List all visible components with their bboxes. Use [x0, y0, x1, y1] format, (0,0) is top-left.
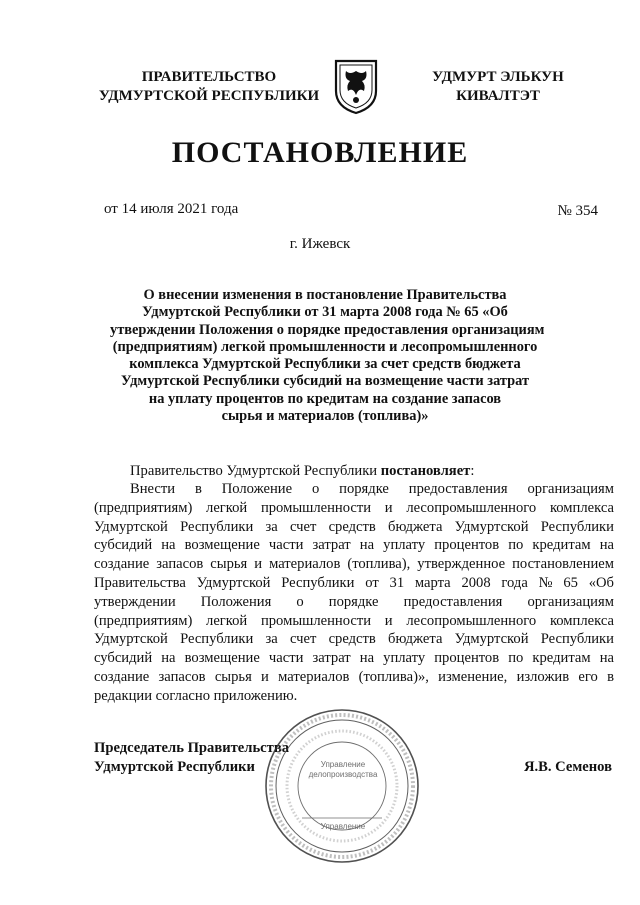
- subject-line: Удмуртской Республики субсидий на возмещение части затрат: [120, 373, 530, 390]
- body-word: изменение,: [438, 668, 508, 685]
- stamp-seal-icon: [262, 706, 422, 866]
- body-word: утвержденное: [417, 556, 506, 573]
- body-word: кредитам: [532, 650, 591, 667]
- header-right: [408, 68, 588, 106]
- body-word: субсидий: [94, 650, 153, 667]
- body-word: предоставления: [408, 481, 508, 497]
- body-word: части: [268, 650, 304, 667]
- body-word: возмещение: [184, 650, 260, 667]
- body-word: процентов: [434, 650, 500, 667]
- subject-line: (предприятиям) легкой промышленности и лесопромышленного: [112, 338, 538, 355]
- body-word: Положения: [200, 593, 272, 610]
- body-word: по: [508, 537, 524, 554]
- body-word: процентов: [434, 537, 500, 554]
- body-word: части: [268, 537, 304, 554]
- body-line: [94, 593, 614, 612]
- body-word: на: [359, 650, 375, 667]
- body-word: средств: [328, 518, 376, 535]
- body-word: бюджета: [388, 518, 443, 535]
- signatory-position: [94, 739, 289, 777]
- body-word: Внести: [130, 481, 176, 497]
- body-word: постановлением: [512, 556, 614, 573]
- body-word: и: [384, 499, 393, 516]
- body-word: материалов: [269, 556, 341, 573]
- body-word: лесопромышленного: [406, 612, 537, 629]
- body-word: изложив: [516, 668, 570, 685]
- body-word: (предприятиям): [94, 499, 193, 516]
- subject-line: утверждении Положения о порядке предоставления организациям: [110, 321, 545, 338]
- body-line: [94, 480, 614, 499]
- official-stamp: [262, 706, 422, 866]
- body-word: Республики: [281, 574, 355, 591]
- body-word: марта: [414, 574, 451, 591]
- body-line: [94, 518, 614, 537]
- body-word: промышленности: [260, 499, 372, 516]
- body-word: и: [254, 556, 263, 573]
- body-word: сырья: [210, 556, 248, 573]
- body-line: [94, 574, 614, 593]
- body-line: [94, 536, 614, 555]
- body-word: предоставления: [403, 593, 503, 610]
- body-line: [94, 668, 614, 687]
- body-word: средств: [328, 631, 376, 648]
- body-word: легкой: [206, 612, 248, 629]
- body-word: порядке: [328, 593, 379, 610]
- body-word: за: [265, 518, 278, 535]
- body-word: Удмуртской: [454, 518, 529, 535]
- body-word: комплекса: [549, 499, 614, 516]
- body-line: [94, 649, 614, 668]
- signatory-position-line-2: Удмуртской Республики: [94, 759, 255, 775]
- subject-line: сырья и материалов (топлива)»: [221, 408, 429, 425]
- body-word: на: [161, 650, 176, 667]
- intro-tail: :: [470, 463, 475, 479]
- stamp-inner-top: Управление: [320, 760, 366, 769]
- body-word: утверждении: [94, 593, 176, 610]
- document-city: г. Ижевск: [289, 236, 351, 252]
- body-word: материалов: [278, 668, 350, 685]
- body-word: субсидий: [94, 537, 153, 554]
- body-word: на: [161, 537, 176, 554]
- body-word: «Об: [588, 574, 614, 591]
- document-number: № 354: [557, 203, 598, 219]
- body-word: о: [296, 593, 304, 610]
- body-word: от: [365, 574, 379, 591]
- body-line: [94, 612, 614, 631]
- body-word: создание: [94, 668, 150, 685]
- body-word: 2008: [461, 574, 491, 591]
- body-word: счет: [289, 631, 317, 648]
- resolution-body: [94, 480, 614, 706]
- body-word: запасов: [158, 668, 206, 685]
- body-word: создание: [94, 556, 150, 573]
- body-word: возмещение: [184, 537, 260, 554]
- document-title: ПОСТАНОВЛЕНИЕ: [171, 136, 469, 169]
- body-line: [94, 687, 614, 706]
- body-word: 65: [563, 574, 578, 591]
- body-word: Удмуртской: [94, 518, 168, 535]
- body-line: [94, 555, 614, 574]
- body-word: счет: [289, 518, 317, 535]
- body-word: Положение: [221, 481, 293, 497]
- body-word: на: [359, 537, 375, 554]
- body-word: редакции согласно приложению.: [94, 687, 298, 704]
- subject-line: Удмуртской Республики от 31 марта 2008 года № 65 «Об: [142, 304, 508, 321]
- body-word: бюджета: [388, 631, 443, 648]
- header-left-line-1: ПРАВИТЕЛЬСТВО: [141, 69, 277, 85]
- body-word: 31: [389, 574, 405, 591]
- body-word: и: [261, 668, 269, 685]
- body-line: [94, 499, 614, 518]
- body-word: Республики: [540, 518, 614, 535]
- stamp-inner-mid: делопроизводства: [308, 770, 378, 779]
- signatory-name: Я.В. Семенов: [523, 759, 612, 775]
- body-word: уплату: [383, 537, 426, 554]
- body-word: уплату: [383, 650, 426, 667]
- intro-verb: постановляет: [380, 463, 471, 479]
- body-word: Удмуртской: [454, 631, 529, 648]
- body-word: за: [265, 631, 278, 648]
- body-word: Республики: [180, 518, 254, 535]
- body-word: Республики: [540, 631, 614, 648]
- body-word: Республики: [180, 631, 254, 648]
- header-left: [84, 68, 334, 106]
- document-date: от 14 июля 2021 года: [104, 201, 239, 217]
- body-word: комплекса: [549, 612, 614, 629]
- document-subject: [110, 287, 545, 425]
- body-word: организациям: [527, 481, 614, 497]
- body-word: Удмуртской: [196, 574, 271, 591]
- body-word: промышленности: [260, 612, 372, 629]
- subject-line: на уплату процентов по кредитам на создание запасов: [148, 390, 502, 407]
- body-word: в: [194, 481, 202, 497]
- body-word: Удмуртской: [94, 631, 168, 648]
- header-right-line-1: УДМУРТ ЭЛЬКУН: [432, 69, 564, 85]
- body-word: о: [311, 481, 320, 497]
- stamp-lower-text: Управление: [320, 822, 366, 831]
- body-word: года: [501, 574, 528, 591]
- body-word: на: [599, 537, 614, 554]
- body-line: [94, 630, 614, 649]
- body-word: запасов: [156, 556, 204, 573]
- body-word: (топлива)»,: [358, 668, 429, 685]
- intro-text: Правительство Удмуртской Республики: [130, 463, 381, 479]
- resolution-intro: [130, 463, 474, 480]
- body-word: и: [384, 612, 393, 629]
- body-word: лесопромышленного: [406, 499, 537, 516]
- header-left-line-2: УДМУРТСКОЙ РЕСПУБЛИКИ: [98, 88, 320, 104]
- subject-line: комплекса Удмуртской Республики за счет средств бюджета: [129, 356, 521, 373]
- body-word: его: [578, 668, 598, 685]
- body-word: кредитам: [532, 537, 591, 554]
- body-word: легкой: [206, 499, 248, 516]
- signatory-position-line-1: Председатель Правительства: [94, 740, 290, 756]
- body-word: затрат: [312, 650, 351, 667]
- body-word: по: [508, 650, 524, 667]
- body-word: (топлива),: [347, 556, 411, 573]
- body-word: затрат: [312, 537, 351, 554]
- body-word: сырья: [214, 668, 252, 685]
- body-word: в: [607, 668, 614, 685]
- body-word: (предприятиям): [94, 612, 193, 629]
- body-word: порядке: [339, 481, 389, 497]
- body-word: организациям: [527, 593, 614, 610]
- body-word: №: [538, 574, 553, 591]
- body-word: на: [599, 650, 614, 667]
- header-right-line-2: КИВАЛТЭТ: [456, 88, 540, 104]
- coat-of-arms-icon: [332, 57, 380, 115]
- subject-line: О внесении изменения в постановление Правительства: [143, 287, 507, 303]
- body-word: Правительства: [94, 574, 186, 591]
- stamp-inner-text: [300, 760, 386, 780]
